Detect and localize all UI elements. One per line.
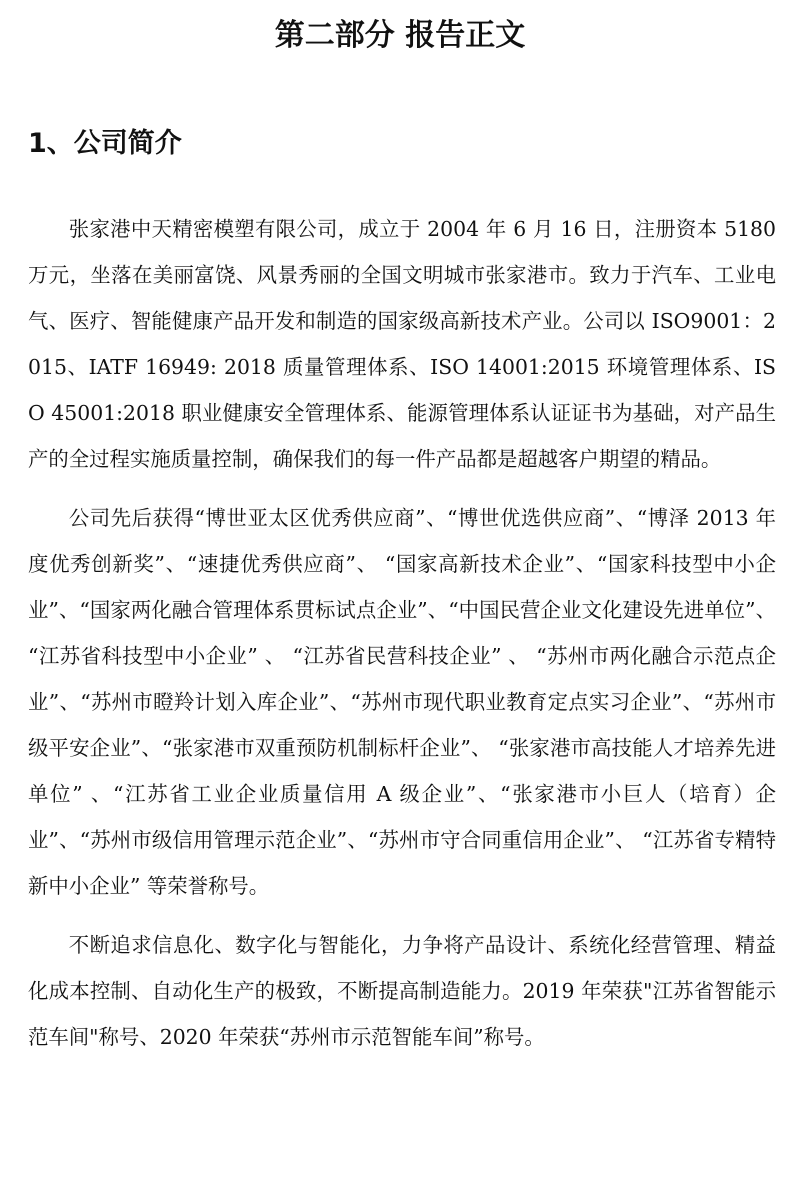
- paragraph-company-overview: 张家港中天精密模塑有限公司，成立于 2004 年 6 月 16 日，注册资本 5180 万元，坐落在美丽富饶、风景秀丽的全国文明城市张家港市。致力于汽车、工业电气、医疗、智能健康产品开发和制造的国家级高新技术产业。公司以 ISO9001：2015、IATF 16949: 2018 质量管理体系、ISO 14001:2015 环境管理体系、ISO 45001:2018 职业健康安全管理体系、能源管理体系认证证书为基础，对产品生产的全过程实施质量控制，确保我们的每一件产品都是超越客户期望的精品。: [28, 217, 776, 471]
- paragraph-intelligent-manufacturing: 不断追求信息化、数字化与智能化，力争将产品设计、系统化经营管理、精益化成本控制、自动化生产的极致，不断提高制造能力。2019 年荣获"江苏省智能示范车间"称号、2020 年荣获“苏州市示范智能车间”称号。: [28, 933, 776, 1049]
- document-body: [28, 206, 776, 1073]
- paragraph-honors: 公司先后获得“博世亚太区优秀供应商”、“博世优选供应商”、“博泽 2013 年度优秀创新奖”、“速捷优秀供应商”、 “国家高新技术企业”、“国家科技型中小企业”、“国家两化融合管理体系贯标试点企业”、“中国民营企业文化建设先进单位”、 “江苏省科技型中小企业” 、 “江苏省民营科技企业” 、 “苏州市两化融合示范点企业”、“苏州市瞪羚计划入库企业”、“苏州市现代职业教育定点实习企业”、“苏州市级平安企业”、“张家港市双重预防机制标杆企业”、 “张家港市高技能人才培养先进单位” 、“江苏省工业企业质量信用 A 级企业”、“张家港市小巨人（培育）企业”、“苏州市级信用管理示范企业”、“苏州市守合同重信用企业”、 “江苏省专精特新中小企业” 等荣誉称号。: [28, 506, 776, 898]
- part-title: 第二部分 报告正文: [274, 18, 526, 53]
- section-title: 1、公司简介: [28, 128, 182, 159]
